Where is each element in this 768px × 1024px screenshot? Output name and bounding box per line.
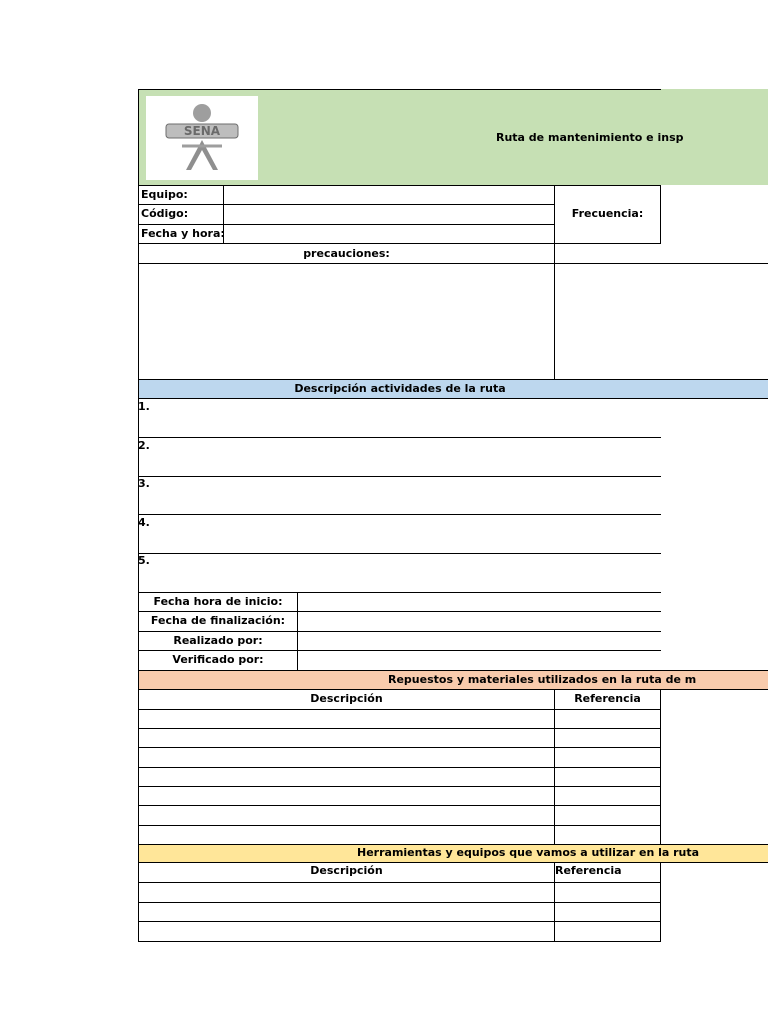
codigo-label: Código: (141, 207, 189, 220)
equipo-field[interactable] (224, 186, 554, 204)
actividad-3: 3. (138, 477, 150, 490)
repuestos-col-referencia: Referencia (574, 692, 641, 705)
precauciones-label: precauciones: (303, 247, 390, 260)
realizado-field[interactable] (298, 632, 660, 650)
herramientas-col-referencia: Referencia (555, 864, 622, 877)
fecha-hora-label: Fecha y hora: (141, 227, 225, 240)
repuestos-col-descripcion: Descripción (310, 692, 383, 705)
actividades-title: Descripción actividades de la ruta (294, 382, 506, 395)
herramientas-col-descripcion: Descripción (310, 864, 383, 877)
codigo-field[interactable] (224, 205, 554, 223)
herramientas-table-row[interactable] (139, 883, 660, 940)
actividad-2: 2. (138, 439, 150, 452)
actividad-5: 5. (138, 554, 150, 567)
fecha-hora-field[interactable] (224, 225, 554, 243)
fecha-finalizacion-field[interactable] (298, 612, 660, 630)
sena-logo-icon (146, 96, 258, 180)
fecha-inicio-label: Fecha hora de inicio: (153, 595, 283, 608)
repuestos-title: Repuestos y materiales utilizados en la ruta de m (388, 673, 697, 686)
page-title: Ruta de mantenimiento e insp (496, 131, 684, 144)
actividad-4: 4. (138, 516, 150, 529)
sena-logo (146, 96, 258, 180)
herramientas-title: Herramientas y equipos que vamos a utilizar en la ruta (357, 846, 700, 859)
frecuencia-label: Frecuencia: (571, 207, 644, 220)
verificado-label: Verificado por: (172, 653, 264, 666)
svg-text:SENA: SENA (183, 124, 221, 138)
precauciones-field[interactable] (139, 264, 554, 379)
fecha-inicio-field[interactable] (298, 593, 660, 611)
repuestos-table-row[interactable] (139, 710, 660, 844)
actividad-1: 1. (138, 400, 150, 413)
realizado-label: Realizado por: (173, 634, 263, 647)
fecha-finalizacion-label: Fecha de finalización: (150, 614, 286, 627)
verificado-field[interactable] (298, 651, 660, 669)
equipo-label: Equipo: (141, 188, 188, 201)
